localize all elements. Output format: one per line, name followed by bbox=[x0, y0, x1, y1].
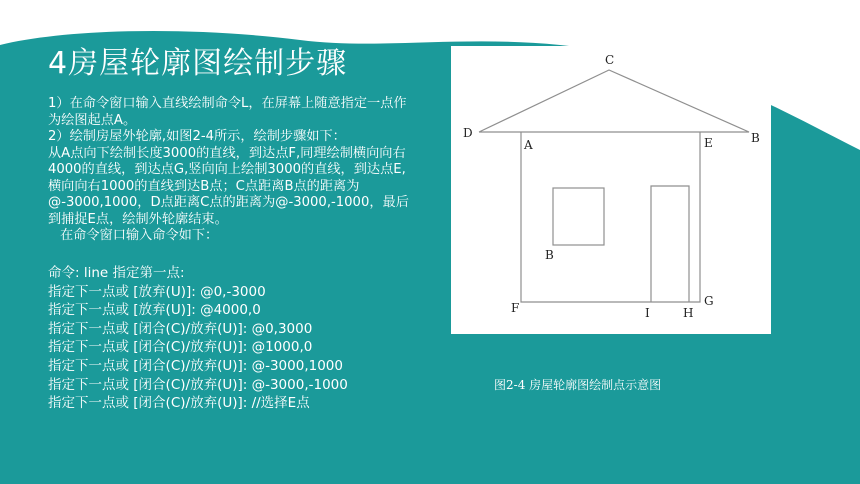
command-line: 指定下一点或 [闭合(C)/放弃(U)]: @1000,0 bbox=[48, 339, 313, 356]
label-i: I bbox=[645, 306, 650, 320]
label-c: C bbox=[605, 53, 615, 67]
window-rect bbox=[553, 188, 604, 245]
house-figure bbox=[451, 46, 771, 334]
label-e: E bbox=[704, 136, 713, 150]
label-b-window: B bbox=[545, 248, 554, 262]
label-a: A bbox=[524, 138, 533, 152]
label-d: D bbox=[463, 126, 473, 140]
label-h: H bbox=[683, 306, 694, 320]
step-2-paragraph: 2）绘制房屋外轮廓,如图2-4所示，绘制步骤如下： bbox=[48, 129, 346, 144]
label-g: G bbox=[704, 294, 714, 308]
step-detail-paragraph: 从A点向下绘制长度3000的直线，到达点F,同理绘制横向向右4000的直线，到达点G,竖向向上绘制3000的直线，到达点E,横向向右1000的直线到达B点；C点距离B点的距离为@-3000,1000，D点距离C点的距离为@-3000,-1000，最后到捕捉E点，绘制外轮廓结束。 bbox=[48, 145, 409, 227]
command-line: 指定下一点或 [闭合(C)/放弃(U)]: //选择E点 bbox=[48, 395, 310, 412]
step-1-paragraph: 1）在命令窗口输入直线绘制命令L，在屏幕上随意指定一点作为绘图起点A。 bbox=[48, 96, 407, 128]
command-line: 指定下一点或 [闭合(C)/放弃(U)]: @-3000,1000 bbox=[48, 357, 343, 374]
door-outline bbox=[651, 186, 689, 302]
command-line: 指定下一点或 [放弃(U)]: @0,-3000 bbox=[48, 283, 266, 300]
body-text bbox=[48, 96, 418, 245]
command-list bbox=[48, 264, 348, 413]
command-line: 指定下一点或 [闭合(C)/放弃(U)]: @0,3000 bbox=[48, 320, 313, 337]
label-f: F bbox=[511, 301, 520, 315]
house-outline-diagram bbox=[451, 46, 771, 334]
house-walls bbox=[521, 132, 700, 302]
slide-title: 4房屋轮廓图绘制步骤 bbox=[48, 46, 348, 81]
command-line: 指定下一点或 [放弃(U)]: @4000,0 bbox=[48, 302, 261, 319]
figure-caption: 图2-4 房屋轮廓图绘制点示意图 bbox=[494, 378, 662, 392]
command-line: 指定下一点或 [闭合(C)/放弃(U)]: @-3000,-1000 bbox=[48, 376, 348, 393]
label-b-roof: B bbox=[751, 131, 760, 145]
command-line: 命令: line 指定第一点: bbox=[48, 265, 185, 281]
roof-line bbox=[479, 70, 749, 132]
command-intro-paragraph: 在命令窗口输入命令如下： bbox=[60, 228, 219, 243]
